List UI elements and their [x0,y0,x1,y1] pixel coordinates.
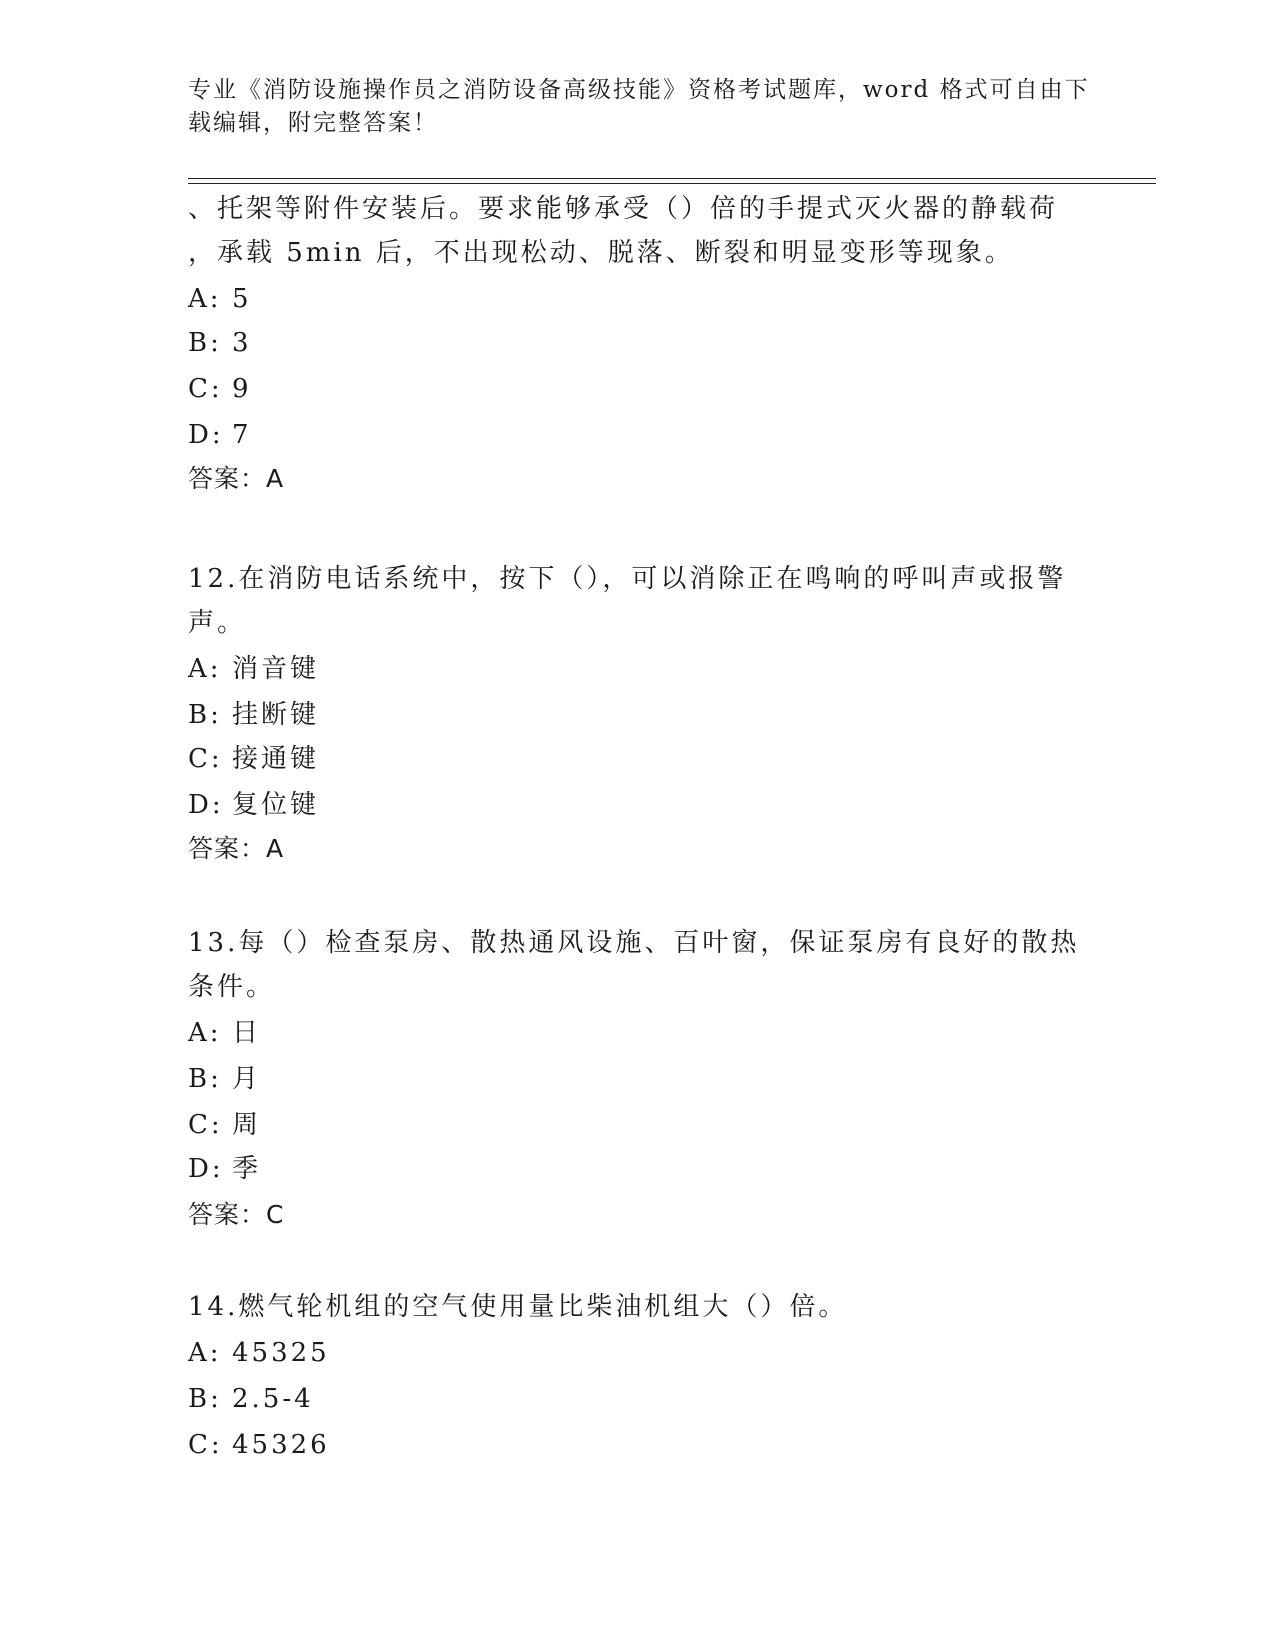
q11-option-a [188,282,252,316]
q12-option-b [188,698,319,732]
option-label: C: [188,744,223,774]
option-text: 7 [232,420,252,450]
q12-option-c [188,742,319,776]
option-text: 45326 [232,1430,330,1460]
q12-answer: 答案：A [188,834,285,863]
q13-option-c [188,1108,261,1142]
option-text: 45325 [232,1338,330,1368]
option-text: 复位键 [232,790,320,820]
option-label: A: [188,1338,222,1368]
option-label: A: [188,1018,222,1048]
q12-stem-line-2: 声。 [188,608,247,638]
q13-option-b [188,1062,261,1096]
option-label: C: [188,374,223,404]
q11-option-c [188,372,252,406]
option-text: 9 [232,374,252,404]
option-text: 3 [232,328,252,358]
option-text: 2.5-4 [232,1384,314,1414]
option-label: B: [188,328,222,358]
option-label: B: [188,700,222,730]
q13-stem-line-1: 13.每（）检查泵房、散热通风设施、百叶窗，保证泵房有良好的散热 [188,928,1080,958]
q14-option-b [188,1382,314,1416]
q14-option-a [188,1336,330,1370]
q12-stem-line-1: 12.在消防电话系统中，按下（），可以消除正在鸣响的呼叫声或报警 [188,564,1067,594]
q13-stem-line-2: 条件。 [188,972,276,1002]
option-text: 消音键 [232,654,320,684]
header-line-1: 专业《消防设施操作员之消防设备高级技能》资格考试题库，word 格式可自由下 [188,77,1090,103]
option-label: A: [188,654,222,684]
q14-option-c [188,1428,330,1462]
q12-option-d [188,788,319,822]
q13-answer: 答案：C [188,1200,285,1229]
option-label: D: [188,790,224,820]
header-divider-bottom [188,183,1156,184]
option-text: 挂断键 [232,700,320,730]
option-text: 周 [232,1110,262,1140]
option-text: 接通键 [232,744,320,774]
option-label: B: [188,1384,222,1414]
option-text: 月 [232,1064,262,1094]
option-label: D: [188,1154,224,1184]
q11-option-b [188,326,252,360]
q13-option-a [188,1016,261,1050]
q11-stem-line-1: 、托架等附件安装后。要求能够承受（）倍的手提式灭火器的静载荷 [188,194,1059,224]
option-label: D: [188,420,224,450]
option-label: A: [188,284,222,314]
q11-answer: 答案：A [188,464,285,493]
q13-option-d [188,1152,261,1186]
q11-stem-line-2: ，承载 5min 后，不出现松动、脱落、断裂和明显变形等现象。 [188,238,1014,268]
option-label: C: [188,1430,223,1460]
header-divider-top [188,178,1156,179]
option-text: 5 [232,284,252,314]
option-text: 日 [232,1018,262,1048]
document-header [188,74,1088,140]
header-line-2: 载编辑，附完整答案！ [188,110,438,136]
option-text: 季 [232,1154,262,1184]
option-label: C: [188,1110,223,1140]
q14-stem-line-1: 14.燃气轮机组的空气使用量比柴油机组大（）倍。 [188,1292,848,1322]
q11-option-d [188,418,252,452]
option-label: B: [188,1064,222,1094]
q12-option-a [188,652,319,686]
